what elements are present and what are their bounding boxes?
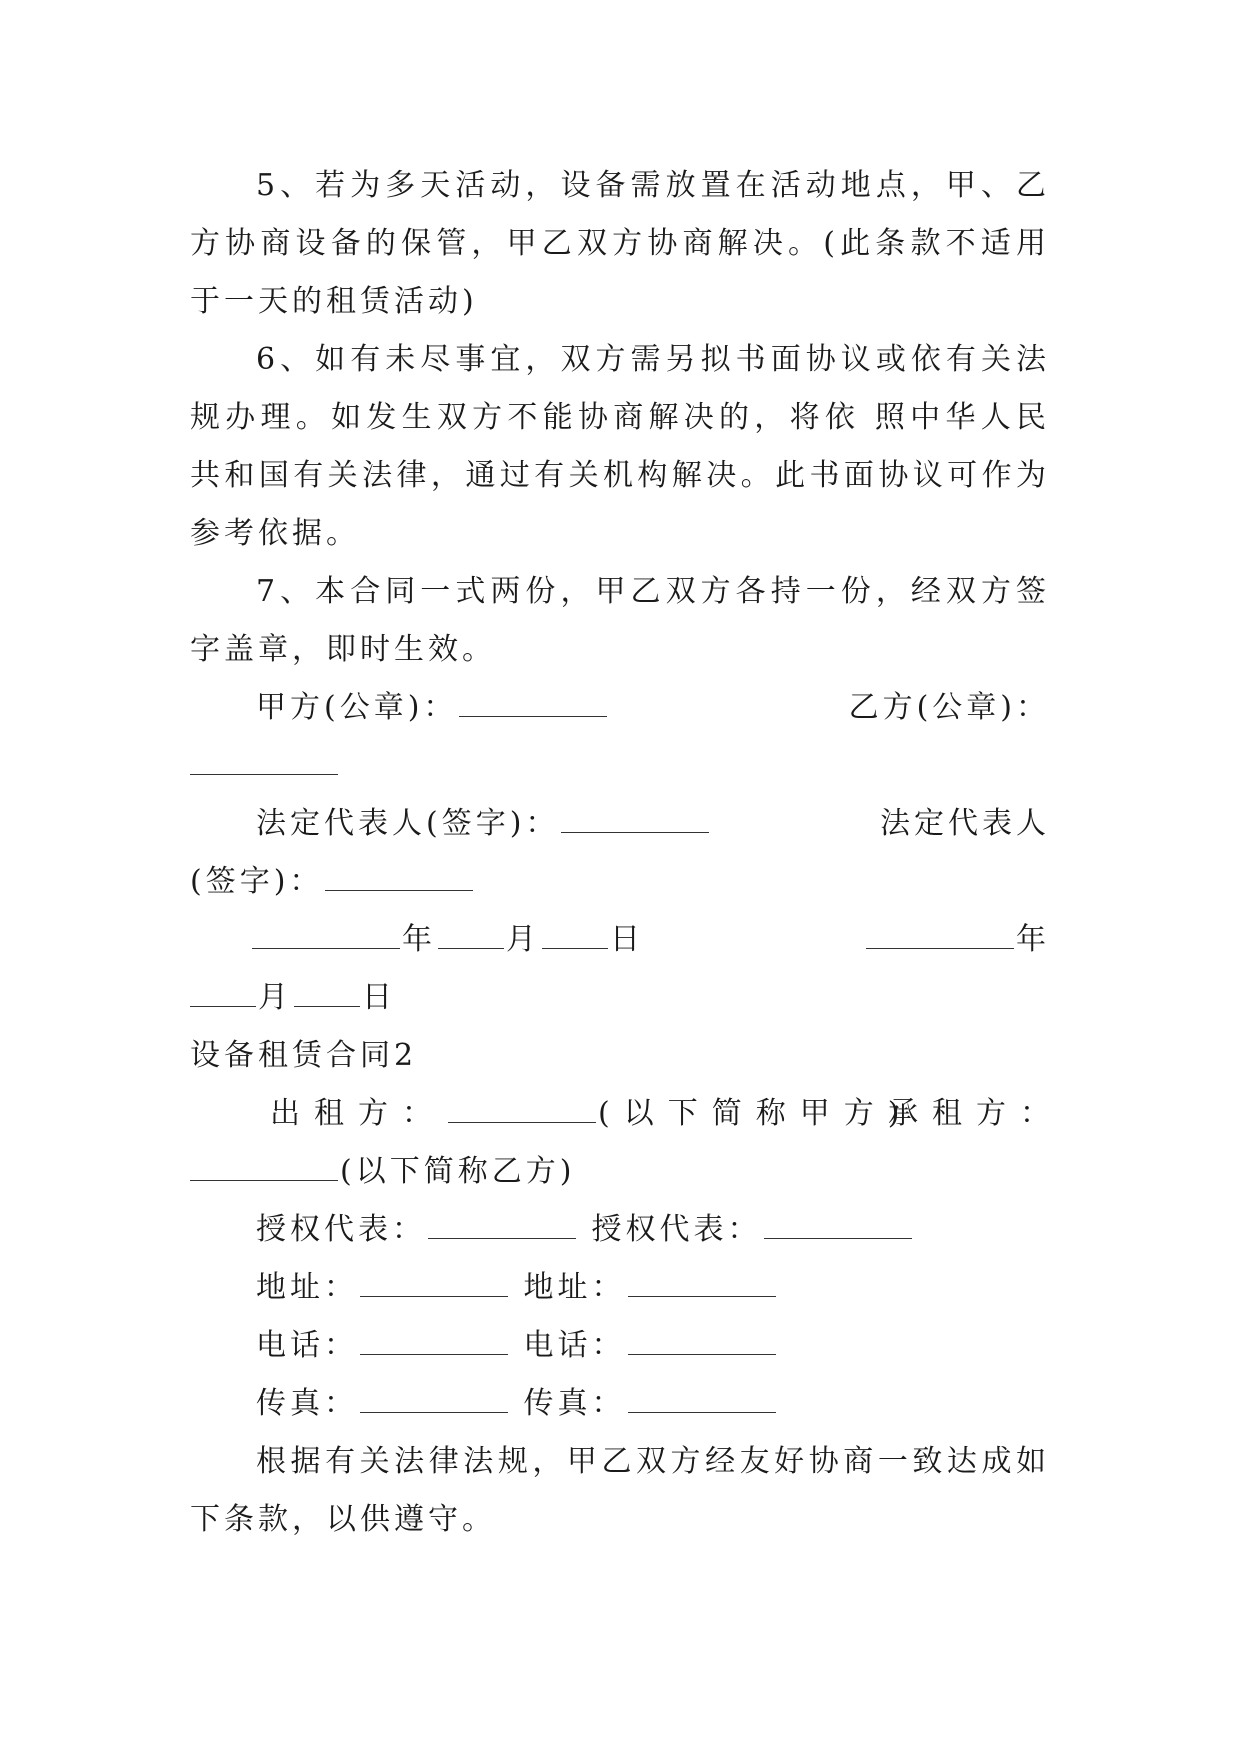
lessor-abbr: (以下简称甲方): [598, 1096, 914, 1131]
fax-b-label: 传真：: [523, 1386, 626, 1421]
address-row: [190, 1259, 1050, 1317]
date-b-year: 年: [1016, 922, 1050, 957]
date-a-day-blank: [542, 926, 608, 949]
fax-row: [190, 1375, 1050, 1433]
date-b-month-blank: [190, 984, 256, 1007]
address-a-label: 地址：: [256, 1270, 358, 1305]
seal-row-continued: [190, 737, 1050, 795]
clause-7: 7、本合同一式两份，甲乙双方各持一份，经双方签字盖章，即时生效。: [190, 574, 1050, 667]
auth-rep-a-label: 授权代表：: [256, 1212, 426, 1247]
date-a-day: 日: [610, 922, 644, 957]
clause-5: 5、若为多天活动，设备需放置在活动地点，甲、乙方协商设备的保管，甲乙双方协商解决。(此条款不适用于一天的租赁活动): [190, 168, 1050, 319]
lessee-label: 承租方：: [888, 1096, 1064, 1131]
auth-rep-row: [190, 1201, 1050, 1259]
party-a-seal-blank: [459, 694, 607, 717]
date-a-month-blank: [438, 926, 504, 949]
clause-6: 6、如有未尽事宜，双方需另拟书面协议或依有关法规办理。如发生双方不能协商解决的，将依 照中华人民共和国有关法律，通过有关机构解决。此书面协议可作为参考依据。: [190, 342, 1050, 551]
lessee-blank: [190, 1158, 338, 1181]
date-a-year: 年: [402, 922, 436, 957]
party-b-seal-blank: [190, 752, 338, 775]
date-a-month: 月: [506, 922, 540, 957]
date-b-month: 月: [258, 980, 292, 1015]
seal-row: [190, 679, 1050, 737]
date-row-continued: [190, 969, 1050, 1027]
rep-a-blank: [561, 810, 709, 833]
lessor-blank: [448, 1100, 596, 1123]
parties-row-continued: [190, 1143, 1050, 1201]
date-b-day: 日: [362, 980, 396, 1015]
fax-a-blank: [360, 1390, 508, 1413]
phone-b-blank: [628, 1332, 776, 1355]
party-b-seal-label: 乙方(公章)：: [848, 690, 1050, 725]
representative-row-continued: [190, 853, 1050, 911]
phone-row: [190, 1317, 1050, 1375]
date-b-year-group: [864, 911, 1050, 969]
contract2-intro: 根据有关法律法规，甲乙双方经友好协商一致达成如下条款，以供遵守。: [190, 1444, 1050, 1537]
address-b-label: 地址：: [523, 1270, 626, 1305]
date-row: [190, 911, 1050, 969]
phone-a-blank: [360, 1332, 508, 1355]
contract2-title: 设备租赁合同2: [190, 1038, 418, 1073]
address-a-blank: [360, 1274, 508, 1297]
party-a-seal-label: 甲方(公章)：: [256, 690, 458, 725]
auth-rep-b-blank: [764, 1216, 912, 1239]
representative-row: [190, 795, 1050, 853]
fax-b-blank: [628, 1390, 776, 1413]
rep-b-label: 法定代表人: [880, 806, 1050, 841]
date-a-year-blank: [252, 926, 400, 949]
phone-a-label: 电话：: [256, 1328, 358, 1363]
lessee-abbr: (以下简称乙方): [340, 1154, 576, 1189]
lessor-label: 出租方：: [270, 1096, 446, 1131]
date-b-day-blank: [294, 984, 360, 1007]
rep-a-label: 法定代表人(签字)：: [256, 806, 560, 841]
date-b-year-blank: [866, 926, 1014, 949]
rep-b-label-cont: (签字)：: [190, 864, 324, 899]
fax-a-label: 传真：: [256, 1386, 358, 1421]
document-body: [190, 157, 1064, 1549]
parties-row: [190, 1085, 1064, 1143]
address-b-blank: [628, 1274, 776, 1297]
auth-rep-b-label: 授权代表：: [591, 1212, 762, 1247]
rep-b-blank: [325, 868, 473, 891]
phone-b-label: 电话：: [523, 1328, 626, 1363]
auth-rep-a-blank: [428, 1216, 576, 1239]
